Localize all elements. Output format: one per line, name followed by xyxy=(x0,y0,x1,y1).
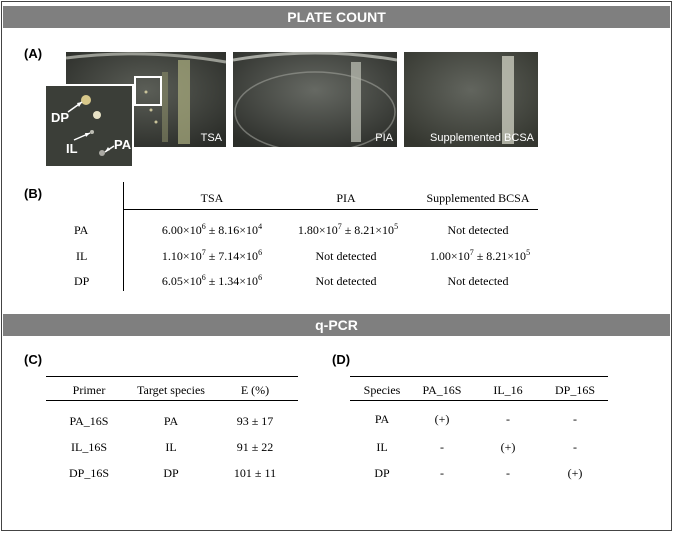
inset-label-il: IL xyxy=(66,141,78,156)
cell-mid: ± 8.21×10 xyxy=(473,249,527,263)
table-d-col-dp16s: DP_16S xyxy=(554,383,595,397)
cell-exp: 7 xyxy=(469,248,474,257)
table-d-cell: - xyxy=(506,466,510,480)
cell-exp: 4 xyxy=(258,222,263,231)
qpcr-header: q-PCR xyxy=(3,314,670,336)
cell-base: 6.00×10 xyxy=(161,223,202,237)
table-b-header-rule xyxy=(123,209,538,210)
cell-exp: 7 xyxy=(201,248,206,257)
table-d-top-rule xyxy=(350,376,608,377)
inset-label-dp: DP xyxy=(51,110,70,125)
table-d-cell: - xyxy=(573,440,577,454)
table-b-cell-pa-pia xyxy=(274,223,422,238)
table-d-cell: (+) xyxy=(567,466,583,480)
table-c-cell: DP_16S xyxy=(68,466,109,480)
table-c-top-rule xyxy=(46,376,298,377)
panel-label-c: (C) xyxy=(24,352,43,367)
plate-photo-pia xyxy=(233,52,397,147)
table-c-cell: IL xyxy=(165,440,177,454)
plate-photo-bcsa xyxy=(404,52,538,147)
cell-base: 1.10×10 xyxy=(161,249,202,263)
zoom-inset xyxy=(44,84,134,168)
table-b-cell-dp-tsa xyxy=(130,274,294,289)
cell-base: 6.05×10 xyxy=(161,274,202,288)
panel-label-b: (B) xyxy=(24,186,43,201)
table-c-cell: PA_16S xyxy=(69,414,109,428)
table-b-cell-pa-bcsa: Not detected xyxy=(447,223,509,237)
table-c-cell: 91 ± 22 xyxy=(236,440,274,454)
table-d-cell: DP xyxy=(374,466,390,480)
table-c-cell: PA xyxy=(163,414,179,428)
table-c-cell: DP xyxy=(163,466,179,480)
panel-label-d: (D) xyxy=(332,352,351,367)
table-d-cell: - xyxy=(506,412,510,426)
table-d-col-pa16s: PA_16S xyxy=(422,383,462,397)
table-c-cell: 93 ± 17 xyxy=(236,414,274,428)
table-d-cell: - xyxy=(440,440,444,454)
table-d-cell: IL xyxy=(376,440,388,454)
cell-mid: ± 1.34×10 xyxy=(205,274,259,288)
table-d-col-il16: IL_16 xyxy=(493,383,523,397)
table-b-row-label: DP xyxy=(74,274,90,288)
table-b-cell-dp-pia: Not detected xyxy=(315,274,377,288)
table-c-col-primer: Primer xyxy=(72,383,106,397)
cell-base: 1.00×10 xyxy=(429,249,470,263)
cell-exp: 6 xyxy=(201,273,206,282)
figure-frame xyxy=(1,1,672,531)
table-c-cell: 101 ± 11 xyxy=(233,466,277,480)
plate-caption-bcsa: Supplemented BCSA xyxy=(430,132,534,144)
table-b-cell-il-tsa xyxy=(130,249,294,264)
table-b-col-tsa: TSA xyxy=(200,191,224,205)
cell-mid: ± 8.21×10 xyxy=(341,223,395,237)
plate-count-header: PLATE COUNT xyxy=(3,6,670,28)
cell-mid: ± 8.16×10 xyxy=(205,223,259,237)
table-c-cell: IL_16S xyxy=(71,440,107,454)
table-b-vertical-rule xyxy=(123,182,124,291)
table-b-row-label: PA xyxy=(74,223,89,237)
table-c-header-rule xyxy=(46,400,298,401)
cell-mid: ± 7.14×10 xyxy=(205,249,259,263)
cell-base: 1.80×10 xyxy=(297,223,338,237)
table-d-cell: (+) xyxy=(434,412,450,426)
table-d-cell: PA xyxy=(374,412,390,426)
table-c-col-target: Target species xyxy=(137,383,205,397)
cell-exp: 6 xyxy=(258,273,263,282)
table-b-cell-dp-bcsa: Not detected xyxy=(447,274,509,288)
zoom-highlight-box xyxy=(134,76,162,106)
table-d-header-rule xyxy=(350,400,608,401)
panel-label-a: (A) xyxy=(24,46,43,61)
plate-caption-tsa: TSA xyxy=(200,132,222,144)
cell-exp: 6 xyxy=(201,222,206,231)
table-d-cell: - xyxy=(573,412,577,426)
table-d-cell: (+) xyxy=(500,440,516,454)
table-b-cell-il-pia: Not detected xyxy=(315,249,377,263)
cell-exp: 6 xyxy=(258,248,263,257)
table-d-col-species: Species xyxy=(363,383,401,397)
inset-label-pa: PA xyxy=(114,137,132,152)
plate-image-pia xyxy=(233,52,397,147)
table-b-cell-il-bcsa xyxy=(410,249,550,264)
table-b-row-label: IL xyxy=(76,249,88,263)
table-b-col-bcsa: Supplemented BCSA xyxy=(426,191,530,205)
table-b-cell-pa-tsa xyxy=(130,223,294,238)
cell-exp: 5 xyxy=(526,248,531,257)
cell-exp: 5 xyxy=(394,222,399,231)
table-c-col-e: E (%) xyxy=(240,383,270,397)
plate-caption-pia: PIA xyxy=(375,132,393,144)
table-b-col-pia: PIA xyxy=(336,191,356,205)
table-d-cell: - xyxy=(440,466,444,480)
cell-exp: 7 xyxy=(337,222,342,231)
zoom-inset-image xyxy=(46,86,132,166)
